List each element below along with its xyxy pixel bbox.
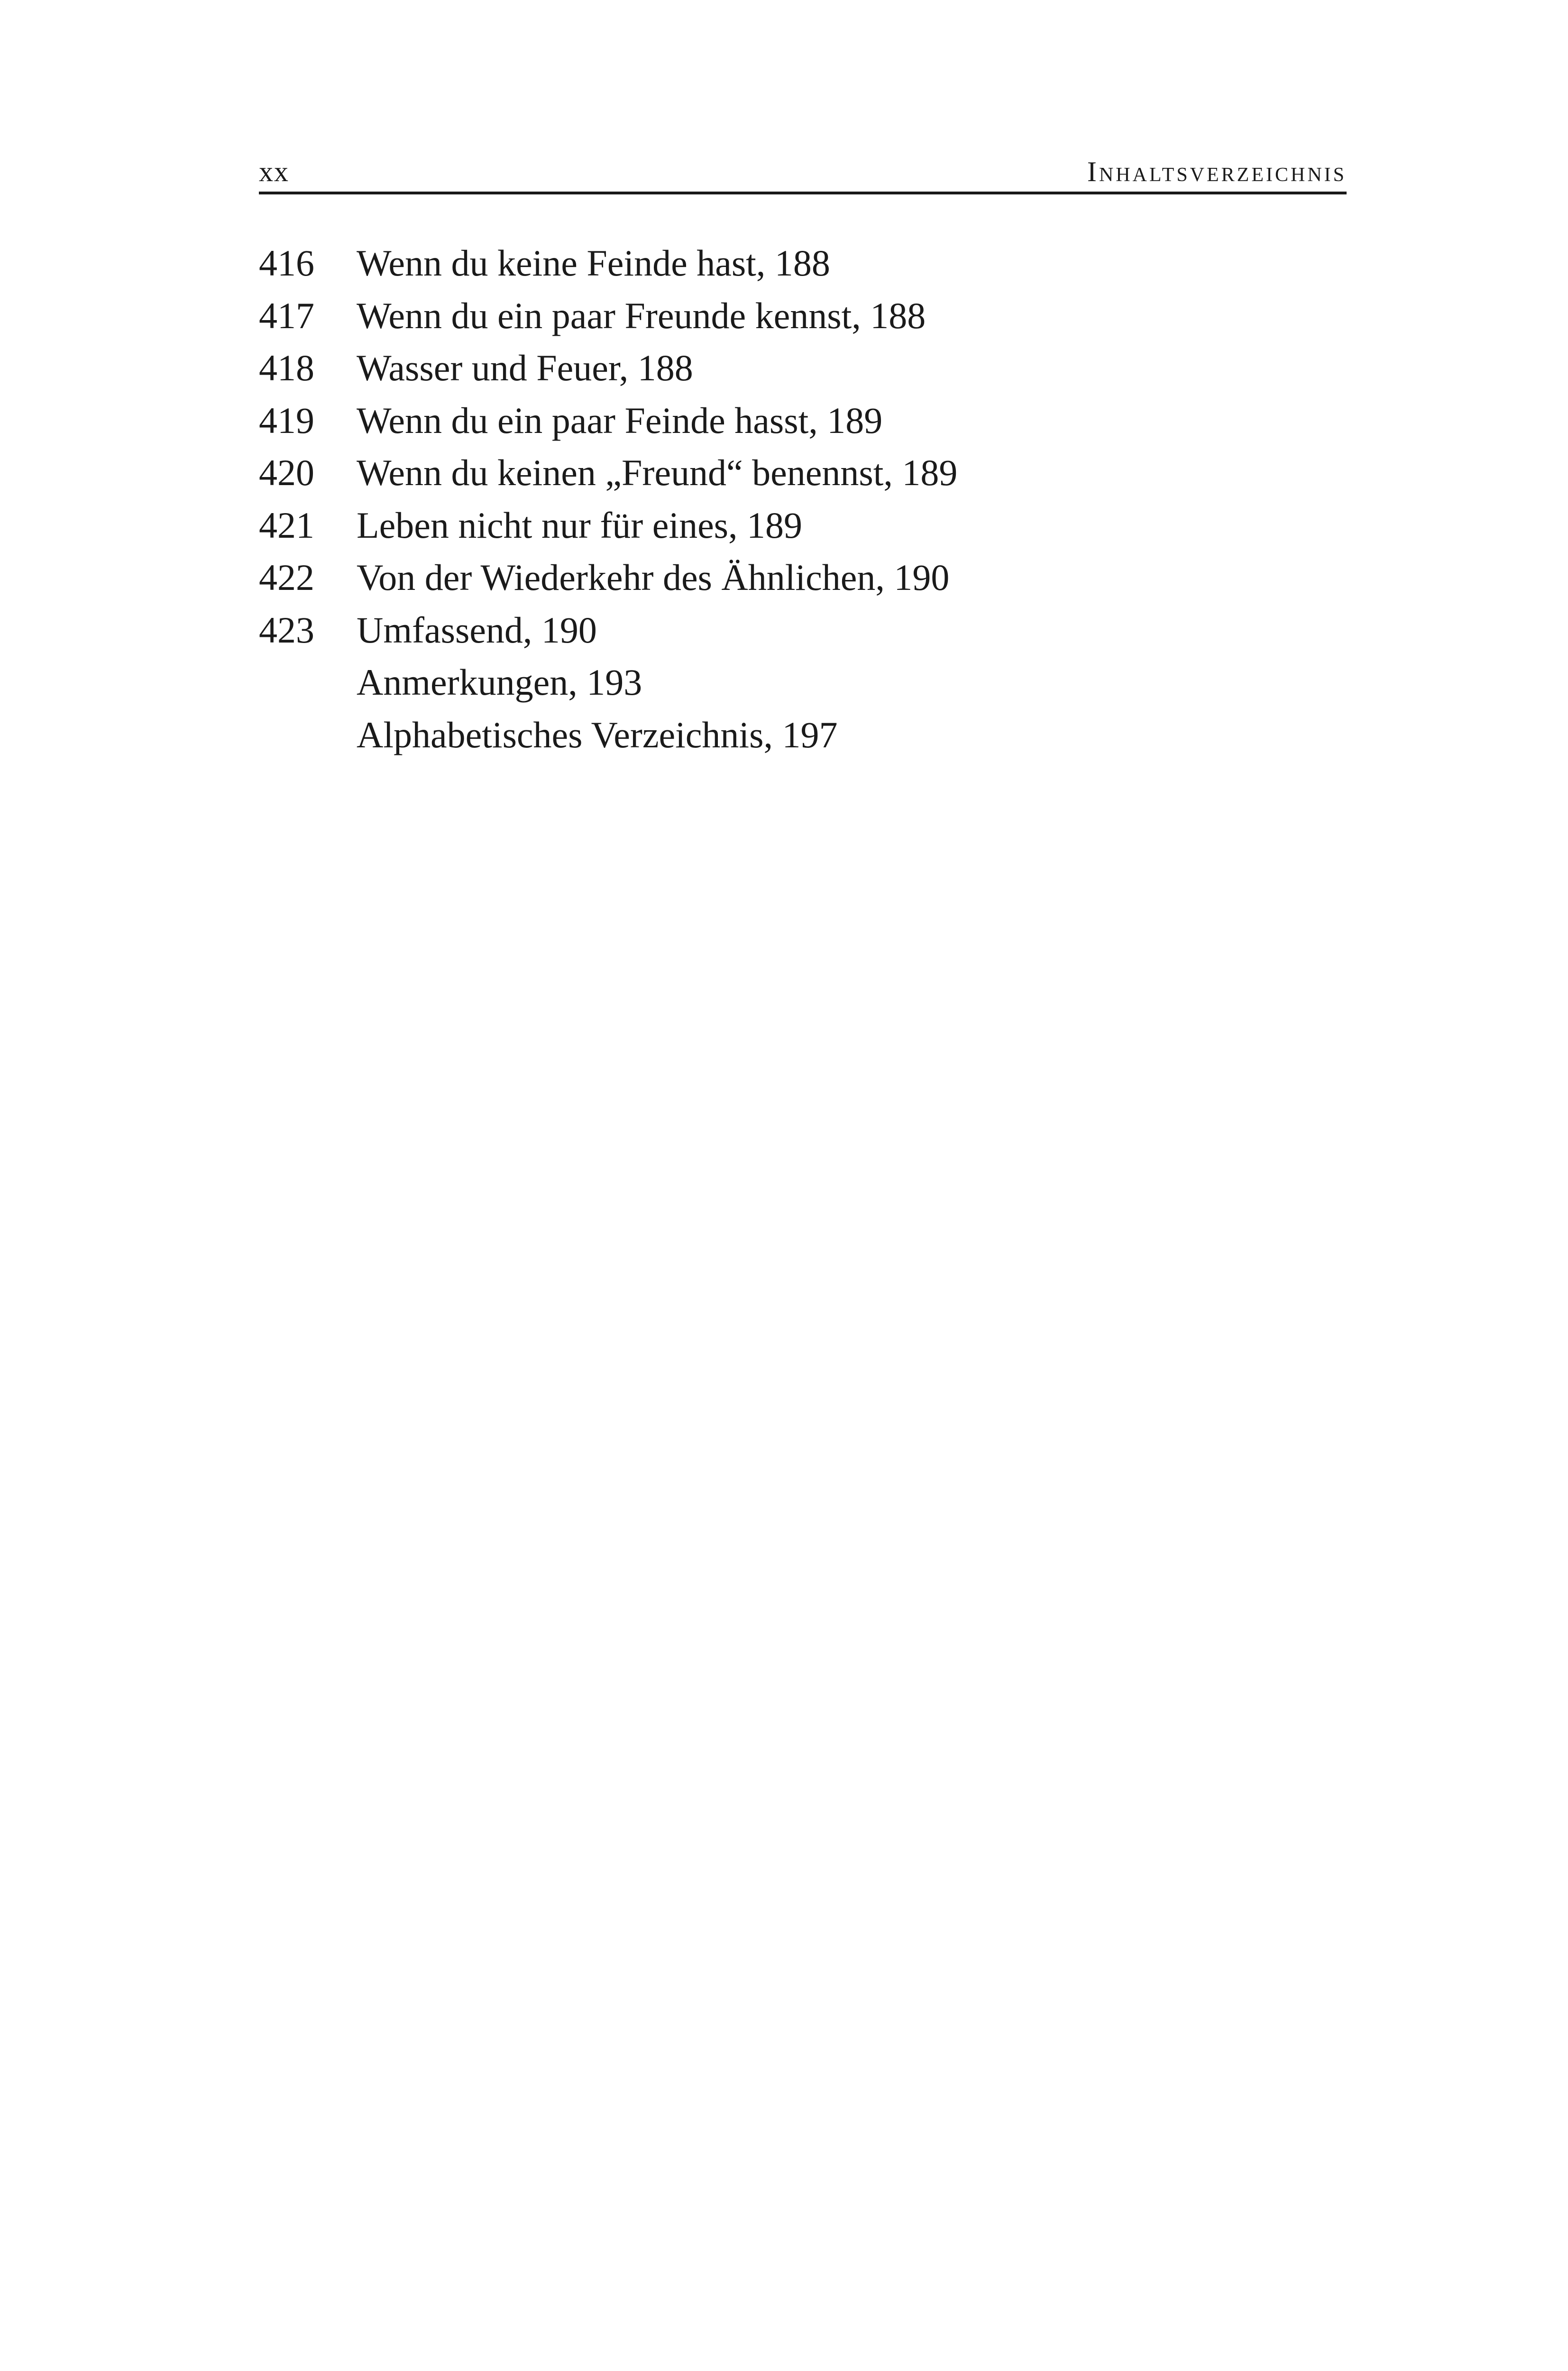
toc-entry-title: Wenn du ein paar Freunde kennst, 188 [357,294,926,336]
header-rule [259,192,1347,194]
running-head [259,142,1347,194]
toc-entry [259,709,1347,762]
toc-entry [259,656,1347,709]
toc-entry [259,290,1347,342]
toc-entry-number: 416 [259,242,314,284]
toc-entry-title: Anmerkungen, 193 [357,662,642,703]
toc-entry-number: 418 [259,347,314,388]
toc-entry-title: Alphabetisches Verzeichnis, 197 [357,714,838,755]
toc-entry [259,342,1347,395]
toc-entry [259,395,1347,447]
toc-entry-title: Wasser und Feuer, 188 [357,347,693,388]
page-number: xx [259,156,289,187]
toc-entry-title: Wenn du ein paar Feinde hasst, 189 [357,399,883,441]
toc-entry-number: 420 [259,452,314,493]
toc-entry-title: Umfassend, 190 [357,609,597,651]
toc-entry-number: 419 [259,399,314,441]
toc-entry-number: 421 [259,504,314,546]
toc-entry [259,447,1347,499]
toc-entry-title: Von der Wiederkehr des Ähnlichen, 190 [357,557,950,598]
toc-entry-number: 417 [259,294,314,336]
table-of-contents [259,237,1347,761]
toc-entry-title: Wenn du keine Feinde hast, 188 [357,242,830,284]
toc-entry-number: 423 [259,609,314,651]
running-title: Inhaltsverzeichnis [1087,156,1347,187]
toc-entry [259,604,1347,657]
toc-entry [259,237,1347,290]
toc-entry-title: Leben nicht nur für eines, 189 [357,504,803,546]
toc-entry-number: 422 [259,557,314,598]
toc-entry [259,499,1347,552]
toc-entry-title: Wenn du keinen „Freund“ benennst, 189 [357,452,958,493]
toc-entry [259,551,1347,604]
